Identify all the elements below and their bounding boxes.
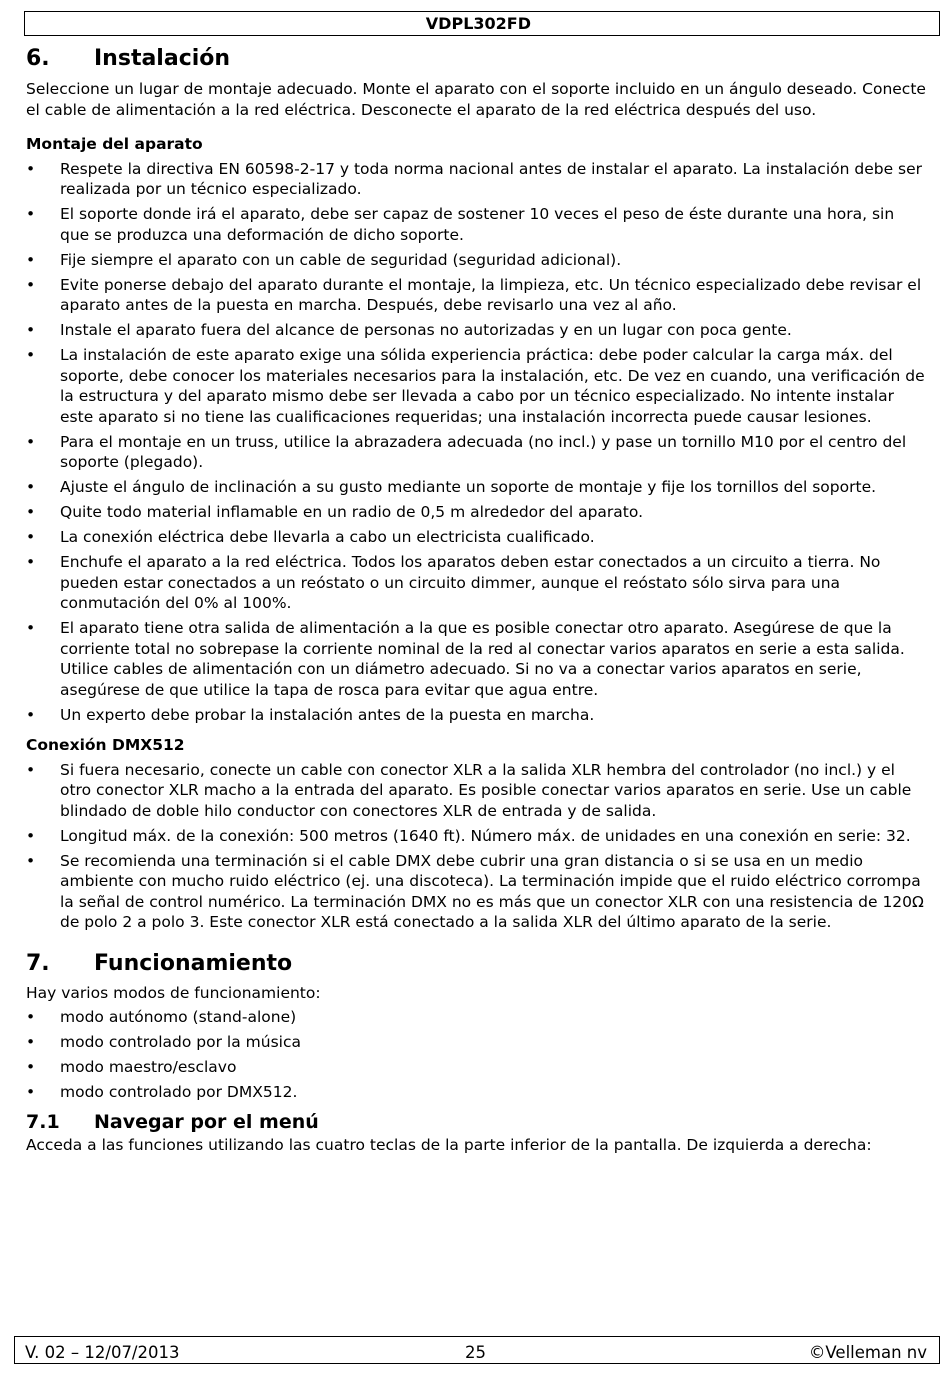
section-7-1-text: Acceda a las funciones utilizando las cuatro teclas de la parte inferior de la pantalla. De izquierda a derecha:	[26, 1135, 872, 1154]
list-item: • El soporte donde irá el aparato, debe ser capaz de sostener 10 veces el peso de éste durante una hora, sin que se produzca una deformación de dicho soporte.	[26, 205, 895, 244]
bullet-icon: •	[26, 275, 36, 294]
list-item: • La instalación de este aparato exige una sólida experiencia práctica: debe poder calcular la carga máx. del soporte, debe conocer los materiales necesarios para la instalación, etc. De vez en cuando, una verificación de la estructura y del aparato mismo debe ser llevada a cabo por un técnico especializado. No intente instalar este aparato si no tiene las cualificaciones requeridas; una instalación incorrecta puede causar lesiones.	[26, 346, 925, 426]
list-item: • modo controlado por DMX512.	[26, 1083, 298, 1101]
section-7-title: Funcionamiento	[94, 950, 293, 976]
montaje-subheading: Montaje del aparato	[26, 135, 203, 153]
footer-version: V. 02 – 12/07/2013	[25, 1343, 180, 1362]
page-content	[26, 44, 926, 1155]
header-model: VDPL302FD	[425, 14, 531, 33]
page-header	[24, 11, 940, 36]
bullet-icon: •	[26, 705, 36, 724]
section-7-1-title: Navegar por el menú	[94, 1110, 319, 1133]
list-item: • Para el montaje en un truss, utilice la abrazadera adecuada (no incl.) y pase un tornillo M10 por el centro del soporte (plegado).	[26, 432, 907, 471]
list-item: • Ajuste el ángulo de inclinación a su gusto mediante un soporte de montaje y fije los tornillos del soporte.	[26, 478, 877, 496]
bullet-icon: •	[26, 760, 36, 779]
bullet-icon: •	[26, 553, 36, 571]
section-7-1-number: 7.1	[26, 1110, 60, 1133]
dmx-subheading: Conexión DMX512	[26, 736, 185, 754]
bullet-icon: •	[26, 826, 36, 845]
bullet-icon: •	[26, 478, 36, 496]
list-item: • Quite todo material inflamable en un radio de 0,5 m alrededor del aparato.	[26, 503, 643, 521]
bullet-icon: •	[26, 619, 36, 637]
bullet-icon: •	[26, 159, 36, 178]
bullet-icon: •	[26, 346, 36, 364]
footer-page-number: 25	[465, 1343, 486, 1362]
bullet-icon: •	[26, 1033, 36, 1051]
modes-list	[26, 1007, 926, 1103]
section-7-intro: Hay varios modos de funcionamiento:	[26, 983, 321, 1002]
list-item: • Si fuera necesario, conecte un cable con conector XLR a la salida XLR hembra del controlador (no incl.) y el otro conector XLR macho a la entrada del aparato. Es posible conectar varios aparatos en serie. Use un cable blindado de doble hilo conductor con conectores XLR de entrada y de salida.	[26, 760, 912, 820]
bullet-icon: •	[26, 1058, 36, 1076]
section-7-number: 7.	[26, 950, 50, 976]
section-7-1-heading	[26, 1109, 926, 1135]
list-item: • Un experto debe probar la instalación antes de la puesta en marcha.	[26, 705, 595, 724]
list-item: • Enchufe el aparato a la red eléctrica. Todos los aparatos deben estar conectados a un circuito a tierra. No pueden estar conectados a un reóstato o un circuito dimmer, aunque el reóstato sólo sirva para una conmutación del 0% al 100%.	[26, 553, 881, 612]
bullet-icon: •	[26, 432, 36, 451]
bullet-icon: •	[26, 503, 36, 521]
bullet-icon: •	[26, 851, 36, 870]
section-6-title: Instalación	[94, 46, 231, 71]
list-item: • modo maestro/esclavo	[26, 1058, 237, 1076]
bullet-icon: •	[26, 1083, 36, 1101]
list-item: • La conexión eléctrica debe llevarla a cabo un electricista cualificado.	[26, 528, 595, 546]
section-6-number: 6.	[26, 46, 50, 71]
list-item: • Fije siempre el aparato con un cable de seguridad (seguridad adicional).	[26, 250, 622, 269]
list-item: • Evite ponerse debajo del aparato durante el montaje, la limpieza, etc. Un técnico especializado debe revisar el aparato antes de la puesta en marcha. Después, debe revisarlo una vez al año.	[26, 275, 922, 314]
list-item: • Instale el aparato fuera del alcance de personas no autorizadas y en un lugar con poca gente.	[26, 321, 792, 339]
list-item: • Longitud máx. de la conexión: 500 metros (1640 ft). Número máx. de unidades en una conexión en serie: 32.	[26, 826, 911, 845]
section-6-heading	[26, 44, 926, 74]
list-item: • El aparato tiene otra salida de alimentación a la que es posible conectar otro aparato. Asegúrese de que la corriente total no sobrepase la corriente nominal de la red al conectar varios aparatos en serie a esta salida. Utilice cables de alimentación con un diámetro adecuado. Si no va a conectar varios aparatos en serie, asegúrese de que utilice la tapa de rosca para evitar que agua entre.	[26, 619, 905, 699]
list-item: • modo controlado por la música	[26, 1033, 301, 1051]
list-item: • Se recomienda una terminación si el cable DMX debe cubrir una gran distancia o si se usa en un medio ambiente con mucho ruido eléctrico (ej. una discoteca). La terminación impide que el ruido eléctrico corrompa la señal de control numérico. La terminación DMX no es más que un conector XLR con una resistencia de 120Ω de polo 2 a polo 3. Este conector XLR está conectado a la salida XLR del último aparato de la serie.	[26, 851, 924, 931]
montaje-list	[26, 159, 926, 726]
section-6-intro: Seleccione un lugar de montaje adecuado. Monte el aparato con el soporte incluido en un ángulo deseado. Conecte el cable de alimentación a la red eléctrica. Desconecte el aparato de la red eléctrica después del uso.	[26, 80, 926, 119]
bullet-icon: •	[26, 321, 36, 339]
dmx-list	[26, 760, 926, 933]
bullet-icon: •	[26, 1008, 36, 1026]
list-item: • modo autónomo (stand-alone)	[26, 1008, 297, 1026]
bullet-icon: •	[26, 250, 36, 269]
section-7-heading	[26, 949, 926, 979]
bullet-icon: •	[26, 205, 36, 223]
list-item: • Respete la directiva EN 60598-2-17 y toda norma nacional antes de instalar el aparato. La instalación debe ser realizada por un técnico especializado.	[26, 159, 923, 198]
page-footer	[14, 1336, 940, 1364]
footer-copyright: ©Velleman nv	[808, 1343, 927, 1362]
bullet-icon: •	[26, 528, 36, 546]
